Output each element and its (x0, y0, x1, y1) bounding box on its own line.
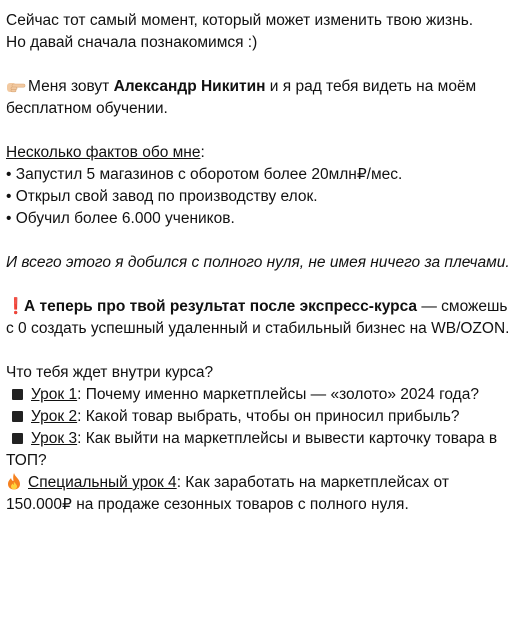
special-lesson-link[interactable]: Специальный урок 4 (28, 474, 177, 491)
about-suffix: и я рад тебя видеть на моём бесплатном обучении. (6, 78, 477, 117)
lesson-item (6, 406, 516, 428)
fact-item: • Запустил 5 магазинов с оборотом более 20млн₽/мес. (6, 166, 403, 183)
facts-colon: : (200, 144, 205, 161)
lesson-2-link[interactable]: Урок 2 (31, 408, 78, 425)
intro-line-2: Но давай сначала познакомимся :) (6, 34, 258, 51)
pointing-hand-icon (6, 76, 28, 98)
intro-line-1: Сейчас тот самый момент, который может изменить твою жизнь. (6, 12, 474, 29)
fact-item: • Открыл свой завод по производству елок. (6, 188, 318, 205)
fire-icon (6, 472, 28, 494)
lesson-1-link[interactable]: Урок 1 (31, 386, 78, 403)
lesson-text: : Как выйти на маркетплейсы и вывести карточку товара в ТОП? (6, 430, 498, 469)
message-text (6, 10, 516, 516)
result-rest: — сможешь с 0 создать успешный удаленный и стабильный бизнес на WB/OZON. (6, 298, 510, 337)
result-paragraph (6, 296, 516, 340)
about-paragraph (6, 76, 516, 120)
facts-title: Несколько фактов обо мне (6, 144, 201, 161)
course-question: Что тебя ждет внутри курса? (6, 364, 214, 381)
special-lesson-item (6, 472, 516, 516)
fact-item: • Обучил более 6.000 учеников. (6, 210, 235, 227)
facts-heading (6, 142, 516, 164)
lesson-3-link[interactable]: Урок 3 (31, 430, 78, 447)
author-name: Александр Никитин (113, 78, 266, 95)
result-bold: А теперь про твой результат после экспресс-курса (24, 298, 418, 315)
about-prefix: Меня зовут (28, 78, 114, 95)
black-square-icon (12, 411, 23, 422)
lesson-item (6, 428, 516, 472)
special-lesson-text: : Как заработать на маркетплейсах от 150.000₽ на продаже сезонных товаров с полного нуля. (6, 474, 449, 513)
lesson-text: : Какой товар выбрать, чтобы он приносил прибыль? (77, 408, 460, 425)
lesson-text: : Почему именно маркетплейсы — «золото» 2024 года? (77, 386, 479, 403)
black-square-icon (12, 433, 23, 444)
exclamation-icon: ❗ (6, 298, 26, 315)
lesson-item (6, 384, 516, 406)
italic-note: И всего этого я добился с полного нуля, не имея ничего за плечами. (6, 254, 510, 271)
black-square-icon (12, 389, 23, 400)
